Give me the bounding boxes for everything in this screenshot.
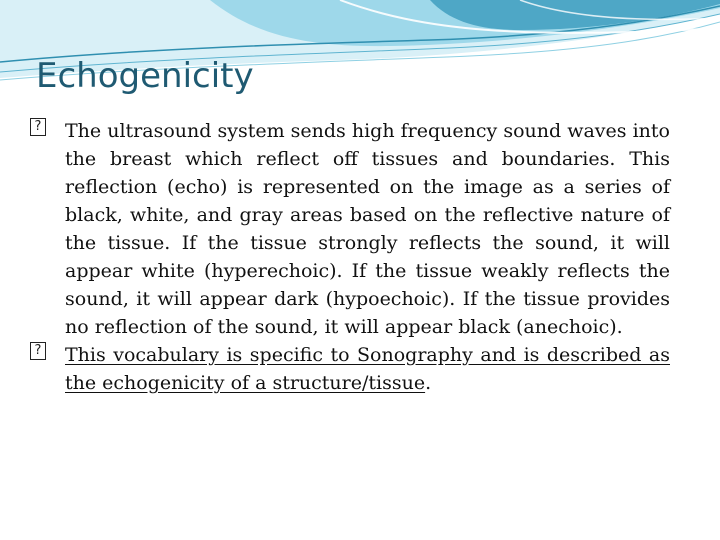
bullet-text: The ultrasound system sends high frequency sound waves into the breast which reflect off tissues and boundaries. This reflection (echo) is represented on the image as a series of black, white, and gray areas based on the reflective nature of the tissue. If the tissue strongly reflects the sound, it will appear white (hyperechoic). If the tissue weakly reflects the sound, it will appear dark (hypoechoic). If the tissue provides no reflection of the sound, it will appear black (anechoic). xyxy=(65,120,670,338)
slide-content xyxy=(30,117,670,397)
slide-title: Echogenicity xyxy=(36,56,254,96)
bullet-text-end: . xyxy=(425,372,432,394)
bullet-paragraph-1 xyxy=(30,117,670,341)
bullet-marker-icon: ? xyxy=(30,342,46,360)
bullet-marker-icon: ? xyxy=(30,118,46,136)
bullet-text-underlined: This vocabulary is specific to Sonography and is described as the echogenicity of a structure/tissue xyxy=(65,344,670,394)
bullet-paragraph-2 xyxy=(30,341,670,397)
